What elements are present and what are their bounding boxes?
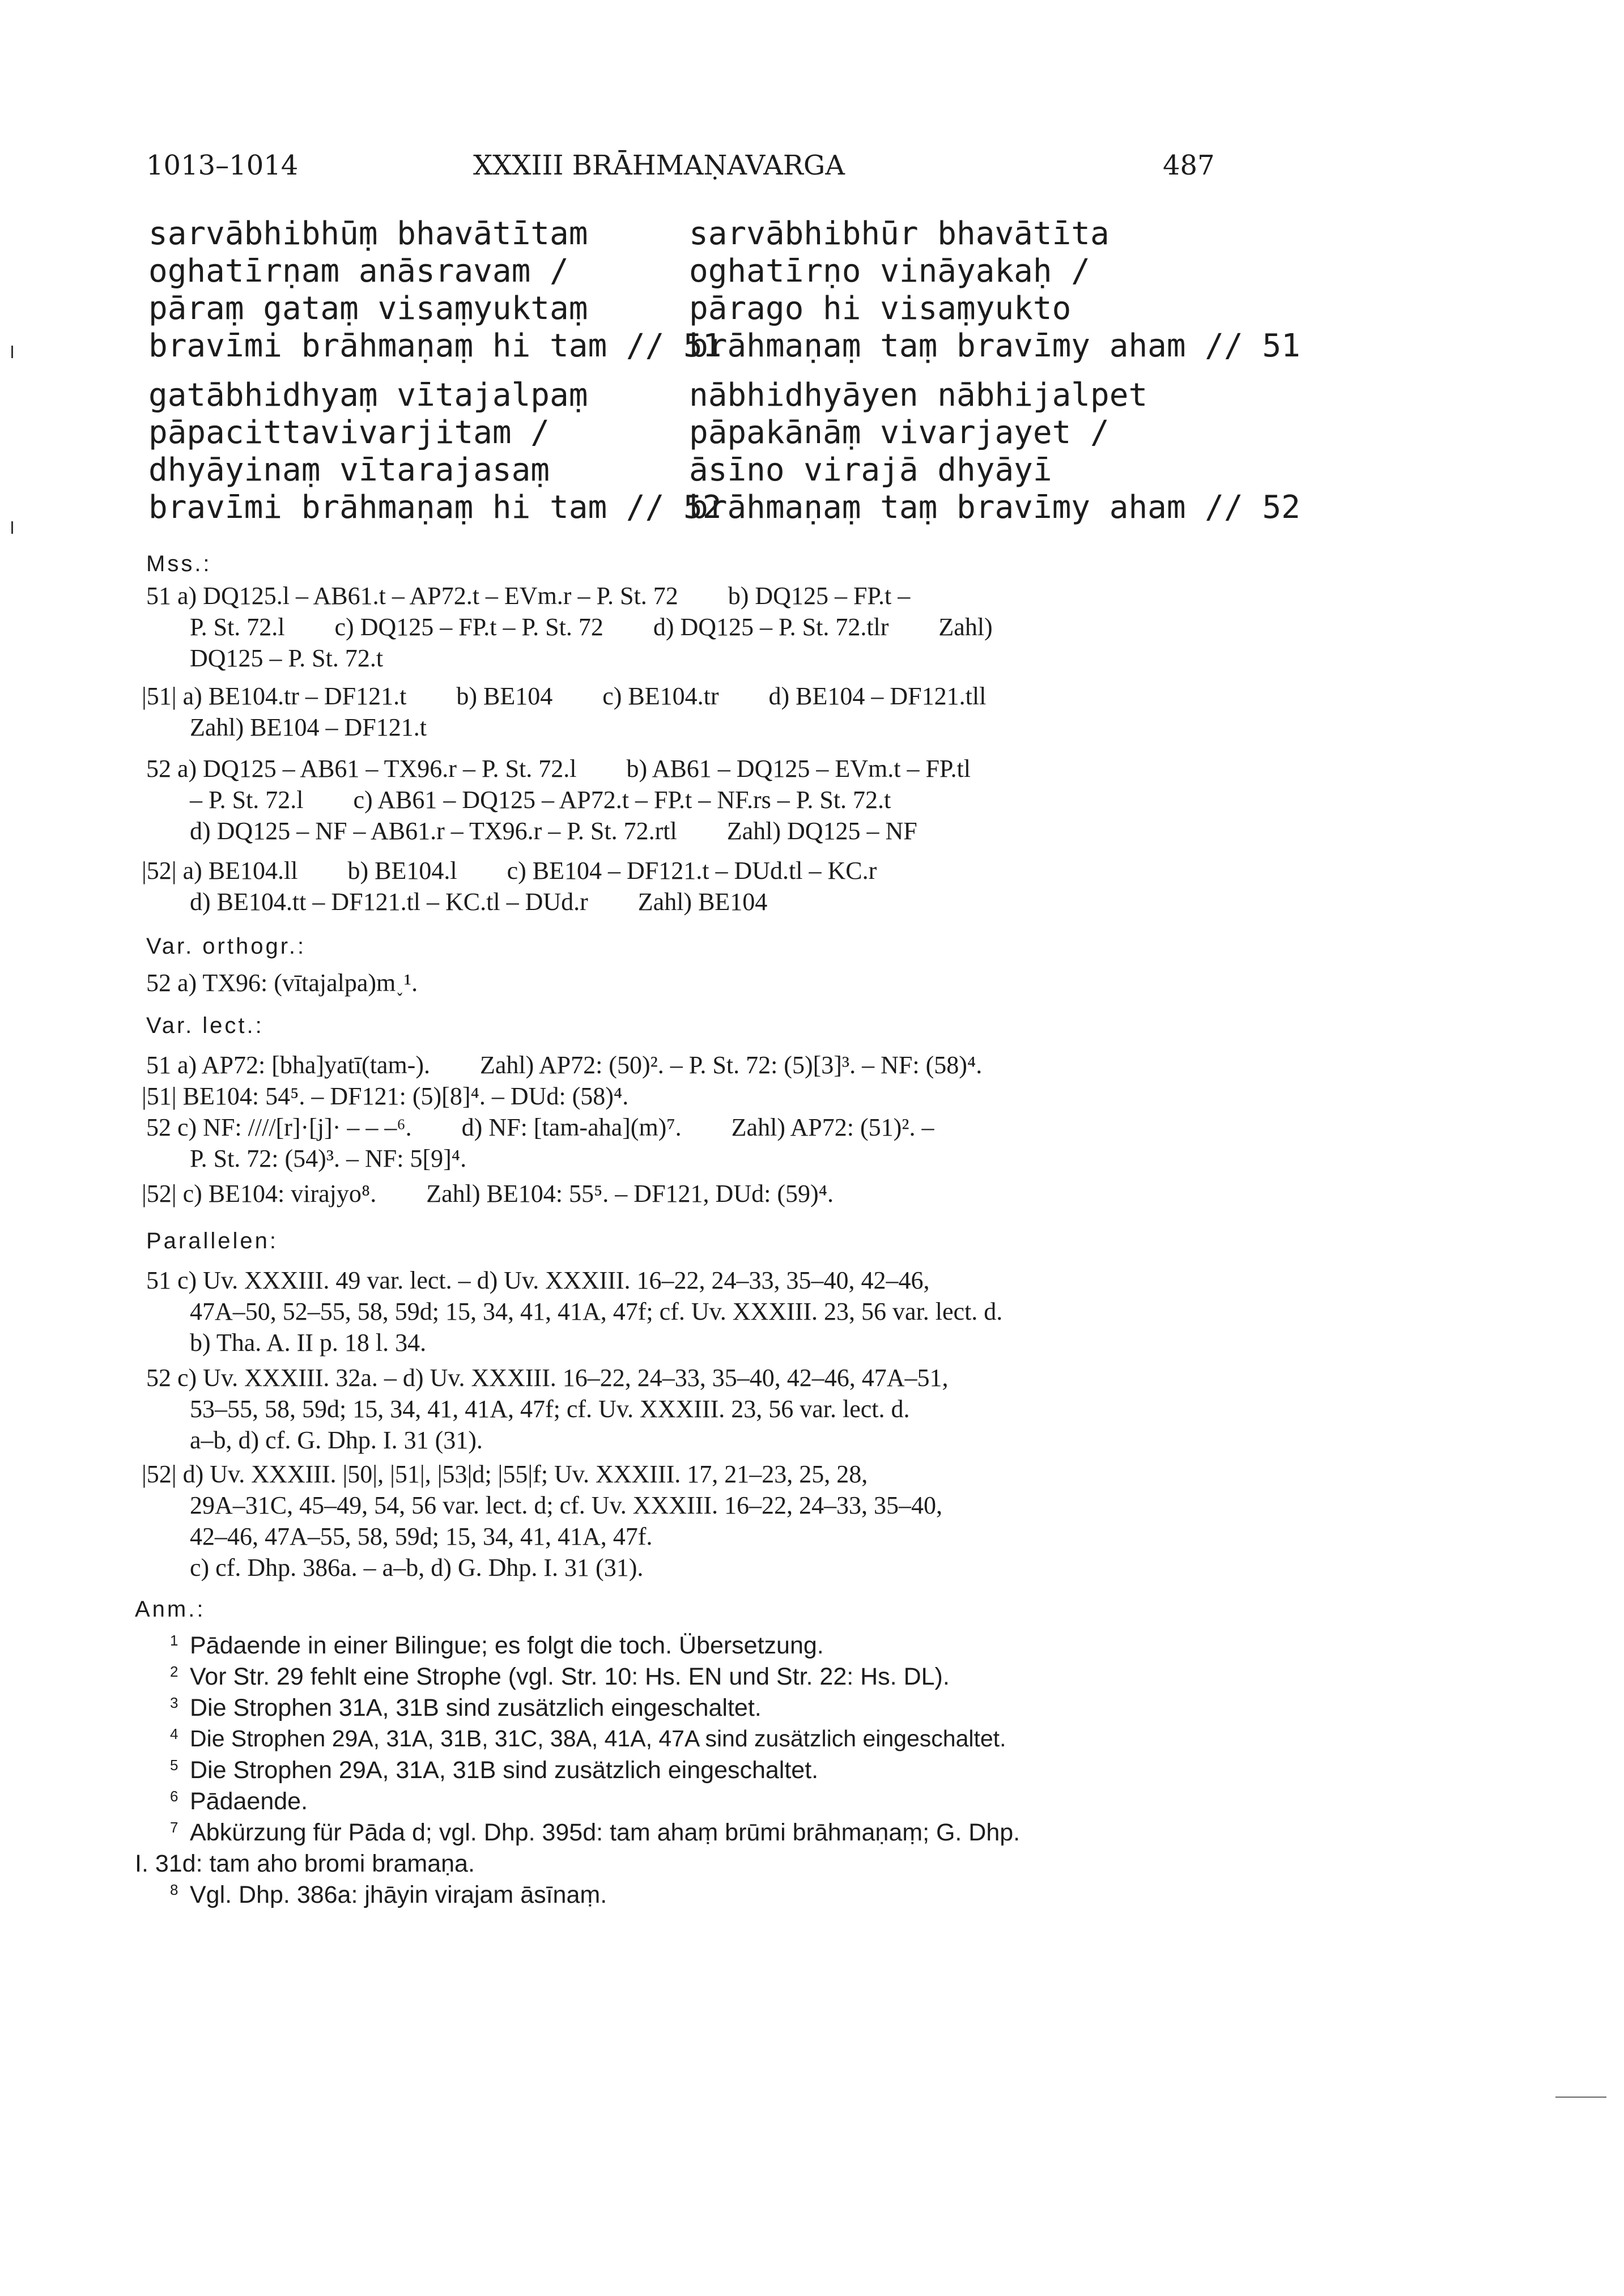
mss-line: d) DQ125 – NF – AB61.r – TX96.r – P. St. 72.rtl Zahl) DQ125 – NF (190, 817, 917, 845)
verse-line: pāpacittavivarjitam / (148, 414, 550, 451)
mss-line: d) BE104.tt – DF121.tl – KC.tl – DUd.r Zahl) BE104 (190, 888, 768, 916)
parallelen-line: a–b, d) cf. G. Dhp. I. 31 (31). (190, 1426, 483, 1454)
mss-line: 52 a) DQ125 – AB61 – TX96.r – P. St. 72.l b) AB61 – DQ125 – EVm.t – FP.tl (146, 755, 971, 783)
header-chapter-title: XXXIII BRĀHMAṆAVARGA (473, 150, 845, 181)
var-lect-line: 52 c) NF: ////[r]·[j]· – – –⁶. d) NF: [tam-aha](m)⁷. Zahl) AP72: (51)². – (146, 1113, 934, 1141)
footnote-text: Die Strophen 29A, 31A, 31B sind zusätzlich eingeschaltet. (190, 1757, 819, 1784)
verse-line: oghatīrṇam anāsravam / (148, 253, 569, 290)
footnote-number: 7 (170, 1819, 178, 1836)
footnote-number: 8 (170, 1881, 178, 1898)
var-lect-line: P. St. 72: (54)³. – NF: 5[9]⁴. (190, 1145, 467, 1172)
mss-line: P. St. 72.l c) DQ125 – FP.t – P. St. 72 d) DQ125 – P. St. 72.tlr Zahl) (190, 613, 993, 641)
margin-mark (1555, 2097, 1606, 2098)
verse-line: brāhmaṇaṃ taṃ bravīmy aham // 51 (689, 328, 1300, 364)
footnote-text: Vor Str. 29 fehlt eine Strophe (vgl. Str. 10: Hs. EN und Str. 22: Hs. DL). (190, 1663, 950, 1690)
var-lect-label: Var. lect.: (146, 1013, 264, 1038)
mss-line: Zahl) BE104 – DF121.t (190, 713, 427, 741)
verse-line: sarvābhibhūṃ bhavātītam (148, 215, 588, 252)
margin-mark (11, 346, 13, 358)
mss-line: |52| a) BE104.ll b) BE104.l c) BE104 – DF121.t – DUd.tl – KC.r (142, 857, 877, 885)
verse-line: brāhmaṇaṃ taṃ bravīmy aham // 52 (689, 489, 1300, 526)
parallelen-line: 47A–50, 52–55, 58, 59d; 15, 34, 41, 41A, 47f; cf. Uv. XXXIII. 23, 56 var. lect. d. (190, 1298, 1003, 1325)
verse-line: gatābhidhyaṃ vītajalpaṃ (148, 377, 588, 414)
verse-line: bravīmi brāhmaṇaṃ hi tam // 52 (148, 489, 722, 526)
var-lect-line: |51| BE104: 54⁵. – DF121: (5)[8]⁴. – DUd: (58)⁴. (142, 1082, 629, 1110)
parallelen-line: |52| d) Uv. XXXIII. |50|, |51|, |53|d; |55|f; Uv. XXXIII. 17, 21–23, 25, 28, (142, 1460, 868, 1488)
verse-line: oghatīrṇo vināyakaḥ / (689, 253, 1091, 290)
verse-line: pārago hi visaṃyukto (689, 290, 1072, 327)
verse-line: sarvābhibhūr bhavātīta (689, 215, 1109, 252)
footnote-text: Pādaende. (190, 1788, 308, 1815)
footnote-text: I. 31d: tam aho bromi bramaṇa. (135, 1850, 475, 1877)
mss-label: Mss.: (146, 551, 212, 576)
verse-line: dhyāyinaṃ vītarajasaṃ (148, 452, 550, 488)
verse-line: āsīno virajā dhyāyī (689, 452, 1052, 488)
var-orthogr-label: Var. orthogr.: (146, 934, 307, 959)
parallelen-label: Parallelen: (146, 1228, 279, 1253)
mss-line: 51 a) DQ125.l – AB61.t – AP72.t – EVm.r – P. St. 72 b) DQ125 – FP.t – (146, 582, 911, 610)
footnote-number: 1 (170, 1632, 178, 1649)
footnote-number: 4 (170, 1725, 178, 1742)
footnote-number: 2 (170, 1663, 178, 1680)
footnote-text: Abkürzung für Pāda d; vgl. Dhp. 395d: tam ahaṃ brūmi brāhmaṇaṃ; G. Dhp. (190, 1819, 1021, 1846)
header-verse-range: 1013–1014 (146, 150, 299, 181)
margin-mark (11, 521, 13, 534)
parallelen-line: 51 c) Uv. XXXIII. 49 var. lect. – d) Uv. XXXIII. 16–22, 24–33, 35–40, 42–46, (146, 1266, 930, 1294)
mss-line: |51| a) BE104.tr – DF121.t b) BE104 c) BE104.tr d) BE104 – DF121.tll (142, 682, 987, 710)
verse-line: bravīmi brāhmaṇaṃ hi tam // 51 (148, 328, 722, 364)
footnote-text: Pādaende in einer Bilingue; es folgt die toch. Übersetzung. (190, 1632, 824, 1659)
footnote-number: 6 (170, 1788, 178, 1805)
var-orthogr-line: 52 a) TX96: (vītajalpa)m˯¹. (146, 969, 418, 997)
verse-line: nābhidhyāyen nābhijalpet (689, 377, 1148, 414)
header-page-number: 487 (1163, 150, 1215, 181)
var-lect-line: |52| c) BE104: virajyo⁸. Zahl) BE104: 55⁵. – DF121, DUd: (59)⁴. (142, 1180, 834, 1207)
footnote-number: 5 (170, 1757, 178, 1774)
footnote-text: Vgl. Dhp. 386a: jhāyin virajam āsīnaṃ. (190, 1881, 607, 1908)
parallelen-line: 29A–31C, 45–49, 54, 56 var. lect. d; cf. Uv. XXXIII. 16–22, 24–33, 35–40, (190, 1491, 942, 1519)
anm-label: Anm.: (135, 1597, 206, 1622)
parallelen-line: c) cf. Dhp. 386a. – a–b, d) G. Dhp. I. 31 (31). (190, 1554, 644, 1581)
var-lect-line: 51 a) AP72: [bha]yatī(tam-). Zahl) AP72: (50)². – P. St. 72: (5)[3]³. – NF: (58)⁴. (146, 1051, 983, 1079)
verse-line: pāpakānāṃ vivarjayet / (689, 414, 1109, 451)
parallelen-line: 52 c) Uv. XXXIII. 32a. – d) Uv. XXXIII. 16–22, 24–33, 35–40, 42–46, 47A–51, (146, 1364, 949, 1392)
footnote-text: Die Strophen 31A, 31B sind zusätzlich eingeschaltet. (190, 1694, 762, 1721)
mss-line: – P. St. 72.l c) AB61 – DQ125 – AP72.t – FP.t – NF.rs – P. St. 72.t (190, 786, 891, 814)
parallelen-line: 42–46, 47A–55, 58, 59d; 15, 34, 41, 41A, 47f. (190, 1523, 653, 1550)
verse-line: pāraṃ gataṃ visaṃyuktaṃ (148, 290, 588, 327)
footnote-number: 3 (170, 1694, 178, 1711)
footnote-text: Die Strophen 29A, 31A, 31B, 31C, 38A, 41A, 47A sind zusätzlich eingeschaltet. (190, 1725, 1006, 1751)
parallelen-line: b) Tha. A. II p. 18 l. 34. (190, 1329, 427, 1357)
mss-line: DQ125 – P. St. 72.t (190, 644, 384, 672)
parallelen-line: 53–55, 58, 59d; 15, 34, 41, 41A, 47f; cf. Uv. XXXIII. 23, 56 var. lect. d. (190, 1395, 910, 1423)
